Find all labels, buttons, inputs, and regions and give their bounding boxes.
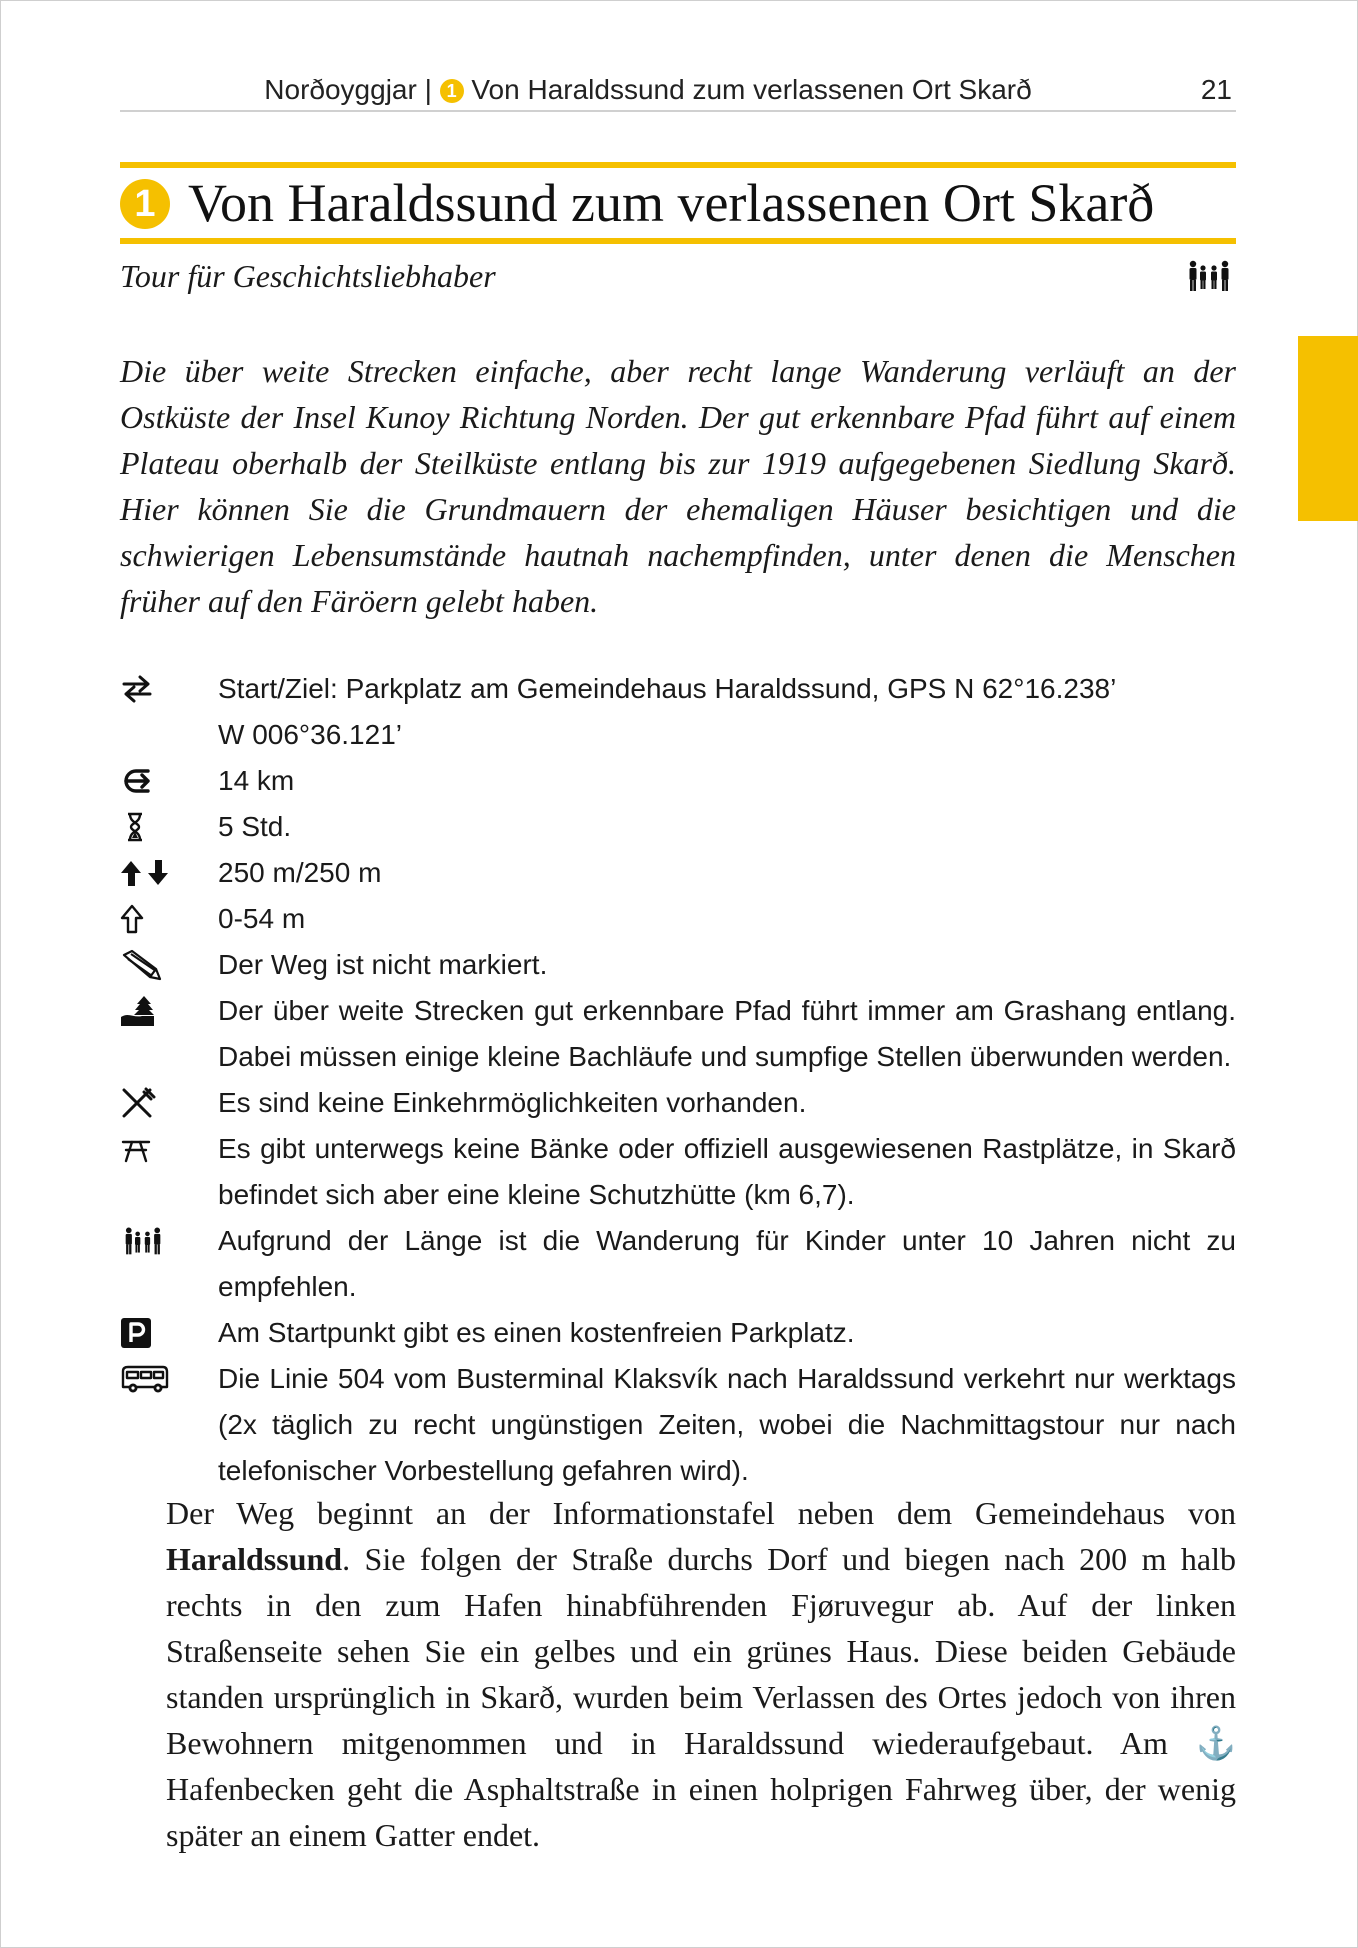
info-row-elevation xyxy=(120,850,1236,896)
info-text-altitude: 0-54 m xyxy=(218,903,306,934)
body-text-part1: Der Weg beginnt an der Informationstafel neben dem Gemeindehaus von xyxy=(166,1495,1236,1531)
ascent-descent-icon xyxy=(120,857,170,889)
subtitle: Tour für Geschichtsliebhaber xyxy=(120,258,496,294)
info-row-duration xyxy=(120,804,1236,850)
info-row-altitude xyxy=(120,896,1236,942)
tour-number-badge: 1 xyxy=(120,179,170,229)
info-text-parking: Am Startpunkt gibt es einen kostenfreien Parkplatz. xyxy=(218,1317,855,1348)
start-finish-arrows-icon xyxy=(120,673,170,705)
info-row-terrain xyxy=(120,988,1236,1080)
body-paragraph xyxy=(120,1490,1236,1858)
info-row-start xyxy=(120,666,1236,758)
page-title: Von Haraldssund zum verlassenen Ort Skarð xyxy=(188,173,1155,233)
info-row-parking xyxy=(120,1310,1236,1356)
picnic-table-icon xyxy=(120,1133,170,1165)
page-number: 21 xyxy=(1200,74,1232,105)
anchor-icon: ⚓ xyxy=(1196,1725,1236,1761)
place-name-haraldssund: Haraldssund xyxy=(166,1541,343,1577)
family-icon xyxy=(120,1225,170,1257)
info-text-distance: 14 km xyxy=(218,765,295,796)
chapter-tab xyxy=(1298,336,1358,521)
title-bar xyxy=(120,162,1236,244)
body-text-part3: Hafenbecken geht die Asphaltstraße in einen holprigen Fahrweg über, der wenig später an einem Gatter endet. xyxy=(166,1771,1236,1853)
info-text-terrain: Der über weite Strecken gut erkennbare Pfad führt immer am Grashang entlang. Dabei müssen einige kleine Bachläufe und sumpfige Stellen überwunden werden. xyxy=(218,995,1236,1072)
info-row-distance xyxy=(120,758,1236,804)
info-text-elevation: 250 m/250 m xyxy=(218,857,382,888)
distance-icon xyxy=(120,765,170,797)
info-row-rest xyxy=(120,1126,1236,1218)
header-tour-title: Von Haraldssund zum verlassenen Ort Skarð xyxy=(463,74,1032,105)
running-header xyxy=(120,70,1236,112)
info-text-rest: Es gibt unterwegs keine Bänke oder offiziell ausgewiesenen Rastplätze, in Skarð befindet sich aber eine kleine Schutzhütte (km 6,7). xyxy=(218,1133,1236,1210)
info-text-start: Start/Ziel: Parkplatz am Gemeindehaus Haraldssund, GPS N 62°16.238’ xyxy=(218,673,1117,704)
family-icon xyxy=(1186,258,1232,294)
bus-icon xyxy=(120,1363,170,1395)
info-text-duration: 5 Std. xyxy=(218,811,292,842)
body-text-part2: . Sie folgen der Straße durchs Dorf und biegen nach 200 m halb rechts in den zum Hafen hinabführenden Fjøruvegur ab. Auf der linken Straßenseite sehen Sie ein gelbes und ein grünes Haus. Diese beiden Gebäude standen ursprünglich in Skarð, wurden beim Verlassen des Ortes jedoch von ihren Bewohnern mitgenommen und in Haraldssund wiederaufgebaut. Am xyxy=(166,1541,1236,1761)
hourglass-icon xyxy=(120,811,170,843)
parking-icon xyxy=(120,1317,170,1349)
terrain-icon xyxy=(120,995,170,1027)
info-row-bus xyxy=(120,1356,1236,1494)
marking-pencil-icon xyxy=(120,949,170,981)
altitude-icon xyxy=(120,903,170,935)
header-tour-number-badge: 1 xyxy=(440,79,464,103)
intro-paragraph: Die über weite Strecken einfache, aber recht lange Wanderung verläuft an der Ostküste der Insel Kunoy Richtung Norden. Der gut erkennbare Pfad führt auf einem Plateau oberhalb der Steilküste entlang bis zur 1919 aufgegebenen Siedlung Skarð. Hier können Sie die Grundmauern der ehemaligen Häuser besichtigen und die schwierigen Lebensumstände hautnah nachempfinden, unter denen die Menschen früher auf den Färöern gelebt haben. xyxy=(120,353,1236,619)
fork-knife-icon xyxy=(120,1087,170,1119)
info-text-start-line2: W 006°36.121’ xyxy=(218,719,402,750)
header-section: Norðoyggjar | xyxy=(264,74,440,105)
info-text-food: Es sind keine Einkehrmöglichkeiten vorhanden. xyxy=(218,1087,807,1118)
info-row-marking xyxy=(120,942,1236,988)
header-title xyxy=(120,74,1176,106)
info-text-marking: Der Weg ist nicht markiert. xyxy=(218,949,548,980)
info-text-bus: Die Linie 504 vom Busterminal Klaksvík nach Haraldssund verkehrt nur werktags (2x täglich zu recht ungünstigen Zeiten, wobei die Nachmittagstour nur nach telefonischer Vorbestellung gefahren wird). xyxy=(218,1363,1236,1486)
info-row-food xyxy=(120,1080,1236,1126)
info-text-children: Aufgrund der Länge ist die Wanderung für Kinder unter 10 Jahren nicht zu empfehlen. xyxy=(218,1225,1236,1302)
tour-info-list xyxy=(120,666,1236,1494)
info-row-children xyxy=(120,1218,1236,1310)
